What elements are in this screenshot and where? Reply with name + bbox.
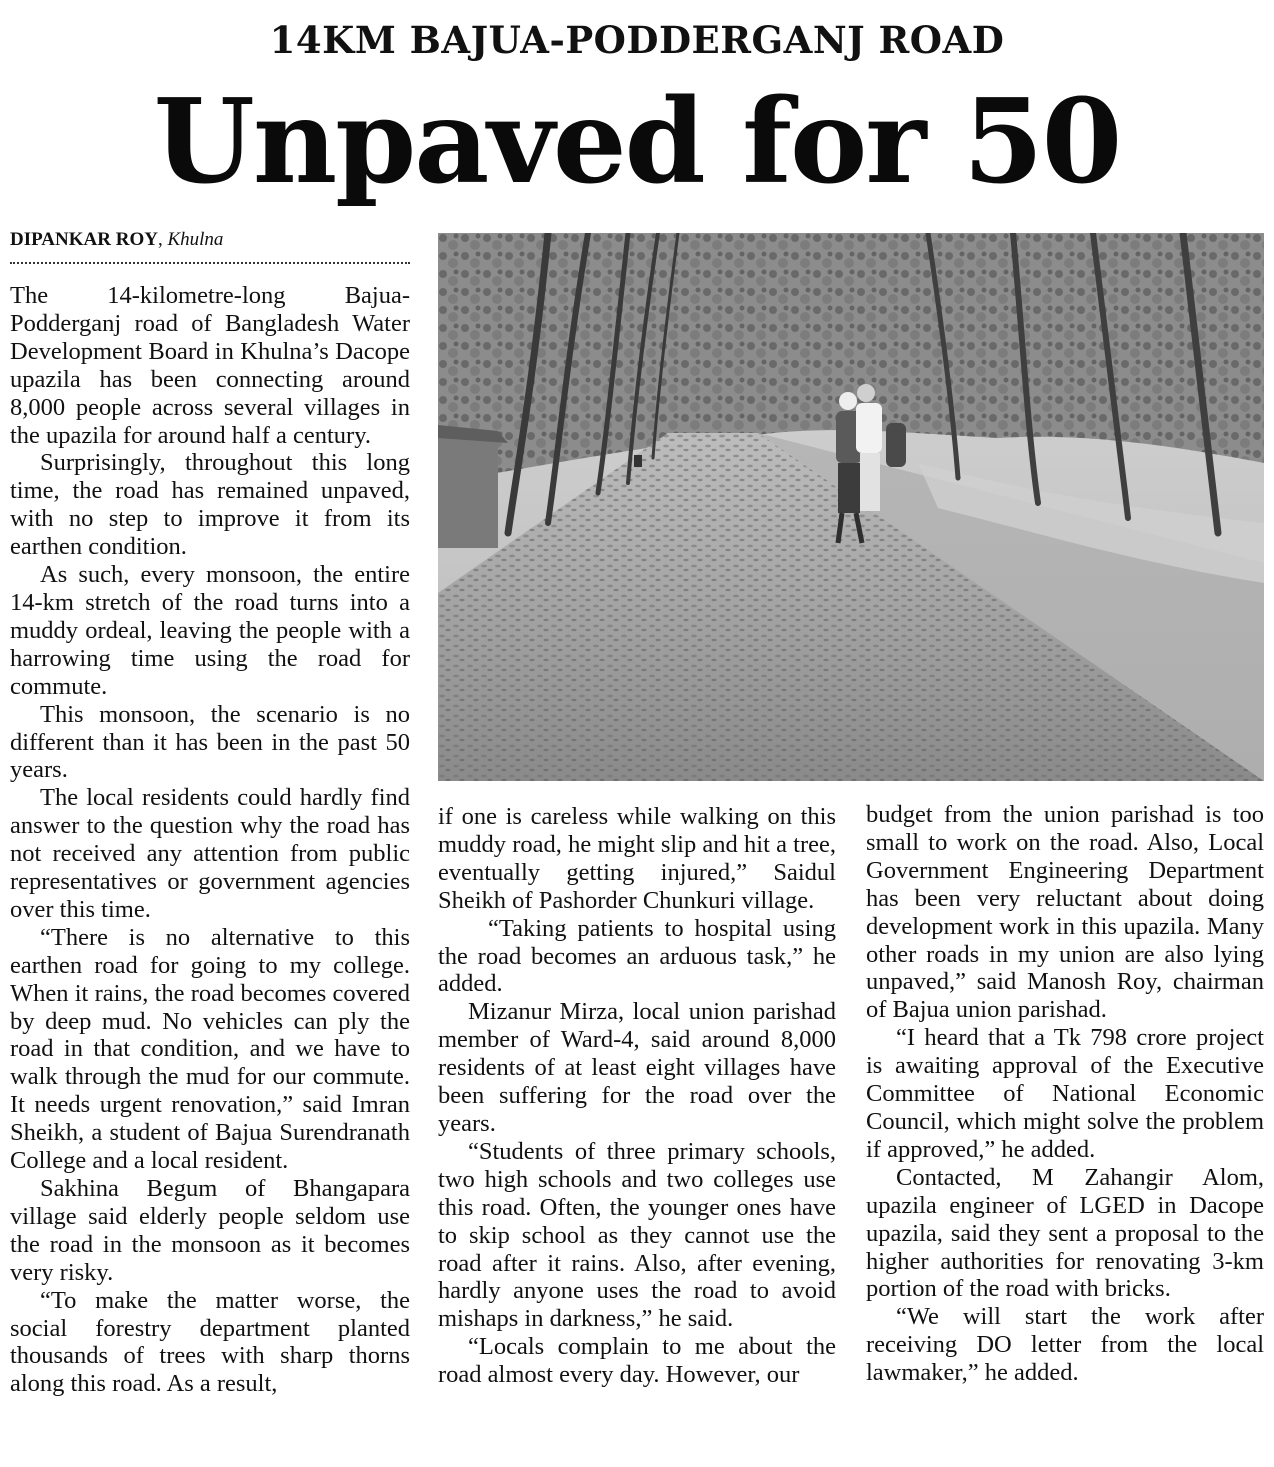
kicker: 14KM BAJUA-PODDERGANJ ROAD [269,18,1005,62]
paragraph: budget from the union parishad is too small to work on the road. Also, Local Government Engineering Department has been very reluctant about doing development work in this upazila. Many other roads in my union are also lying unpaved,” said Manosh Roy, chairman of Bajua union parishad. [866,801,1264,1024]
paragraph: As such, every monsoon, the entire 14-km stretch of the road turns into a muddy ordeal, leaving the people with a harrowing time using the road for commute. [10,561,410,700]
byline-divider [10,262,410,264]
paragraph: “Students of three primary schools, two high schools and two colleges use this road. Often, the younger ones have to skip school as they cannot use the road after it rains. Also, after evening, hardly anyone uses the road to avoid mishaps in darkness,” he said. [438,1137,836,1333]
photo-rural-road-with-trees [438,233,1264,781]
paragraph: “I heard that a Tk 798 crore project is awaiting approval of the Executive Committee of National Economic Council, which might solve the problem if approved,” he added. [866,1024,1264,1163]
byline: DIPANKAR ROY, Khulna [10,229,224,250]
paragraph: “To make the matter worse, the social forestry department planted thousands of trees with sharp thorns along this road. As a result, [10,1286,410,1398]
paragraph: Contacted, M Zahangir Alom, upazila engineer of LGED in Dacope upazila, said they sent a proposal to the higher authorities for renovating 3-km portion of the road with bricks. [866,1163,1264,1303]
paragraph: Sakhina Begum of Bhangapara village said elderly people seldom use the road in the monsoon as it becomes very risky. [10,1175,410,1286]
paragraph: Surprisingly, throughout this long time, the road has remained unpaved, with no step to improve it from its earthen condition. [10,449,410,561]
article-column-3 [866,801,1264,1387]
byline-location: Khulna [167,229,224,250]
paragraph: Mizanur Mirza, local union parishad member of Ward-4, said around 8,000 residents of at least eight villages have been suffering for the road over the years. [438,998,836,1137]
paragraph: “We will start the work after receiving DO letter from the local lawmaker,” he added. [866,1303,1264,1387]
paragraph: The local residents could hardly find answer to the question why the road has not received any attention from public representatives or government agencies over this time. [10,784,410,923]
byline-author: DIPANKAR ROY [10,229,158,250]
article-column-2 [438,803,836,1389]
paragraph: “Taking patients to hospital using the road becomes an arduous task,” he added. [438,914,836,998]
paragraph: This monsoon, the scenario is no different than it has been in the past 50 years. [10,700,410,784]
paragraph: “There is no alternative to this earthen road for going to my college. When it rains, the road becomes covered by deep mud. No vehicles can ply the road in that condition, and we have to walk through the mud for our commute. It needs urgent renovation,” said Imran Sheikh, a student of Bajua Surendranath College and a local resident. [10,923,410,1175]
news-photo [438,233,1264,781]
paragraph: “Locals complain to me about the road almost every day. However, our [438,1333,836,1389]
headline: Unpaved for 50 [153,74,1121,210]
article-column-1 [10,282,410,1398]
paragraph: The 14-kilometre-long Bajua-Podderganj road of Bangladesh Water Development Board in Khulna’s Dacope upazila has been connecting around 8,000 people across several villages in the upazila for around half a century. [10,282,410,449]
paragraph: if one is careless while walking on this muddy road, he might slip and hit a tree, eventually getting injured,” Saidul Sheikh of Pashorder Chunkuri village. [438,803,836,914]
